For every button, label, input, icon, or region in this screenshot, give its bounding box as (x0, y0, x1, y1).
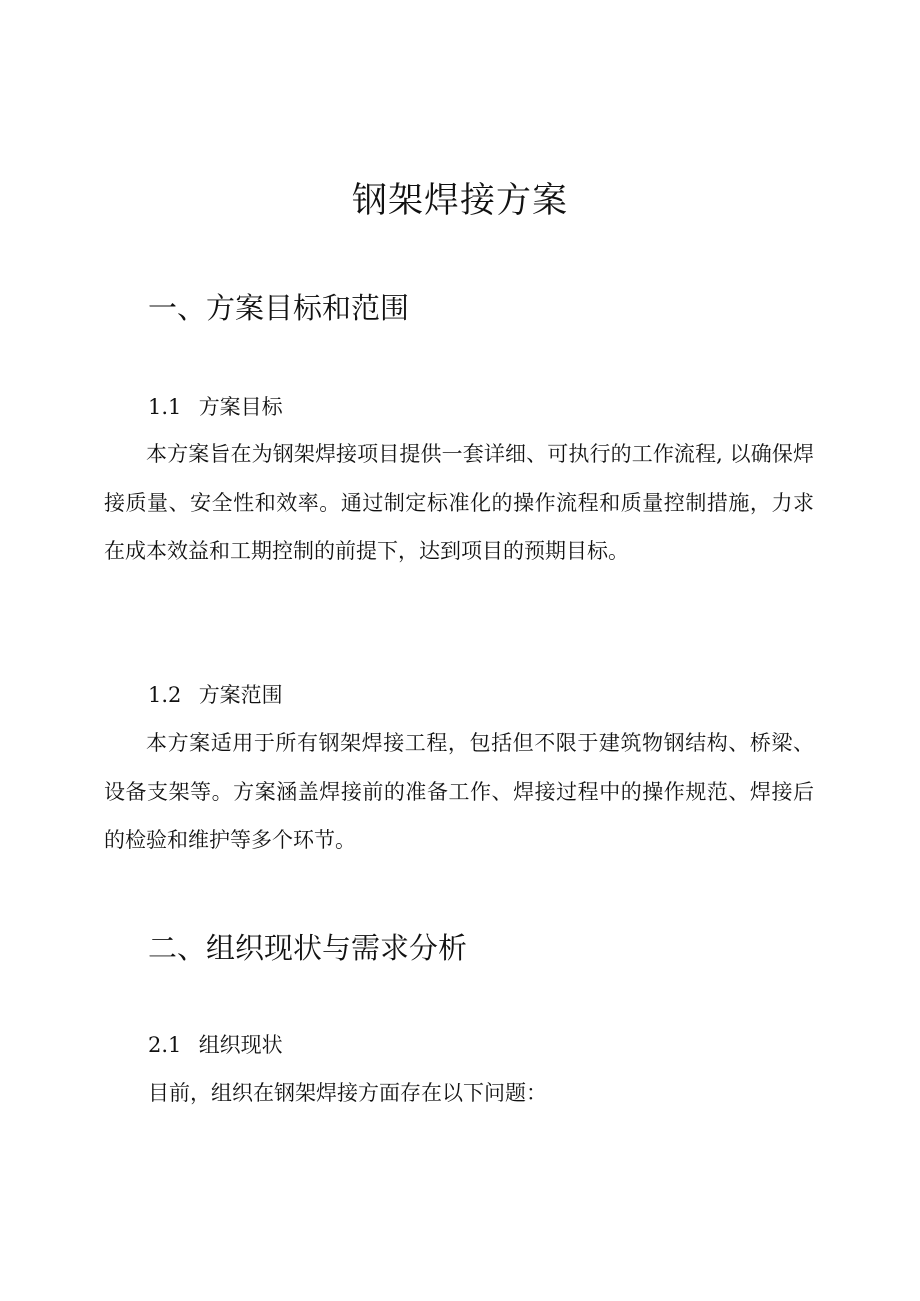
subsection-heading-1-2 (148, 680, 283, 710)
subsection-number: 1.2 (148, 683, 182, 707)
section-heading-1: 一、方案目标和范围 (148, 291, 410, 325)
subsection-number: 1.1 (148, 395, 182, 419)
paragraph-goal: 本方案旨在为钢架焊接项目提供一套详细、可执行的工作流程, 以确保焊接质量、安全性和效率。通过制定标准化的操作流程和质量控制措施，力求在成本效益和工期控制的前提下，达到项目的预期目标。 (104, 442, 814, 563)
paragraph-scope: 本方案适用于所有钢架焊接工程，包括但不限于建筑物钢结构、桥梁、设备支架等。方案涵盖焊接前的准备工作、焊接过程中的操作规范、焊接后的检验和维护等多个环节。 (104, 731, 814, 852)
subsection-heading-1-1 (148, 392, 283, 422)
subsection-title: 组织现状 (198, 1033, 283, 1057)
section-heading-2: 二、组织现状与需求分析 (148, 931, 468, 965)
subsection-heading-2-1 (148, 1030, 283, 1060)
subsection-title: 方案范围 (198, 683, 283, 707)
subsection-title: 方案目标 (198, 395, 283, 419)
document-title: 钢架焊接方案 (351, 181, 568, 221)
subsection-number: 2.1 (148, 1033, 182, 1057)
paragraph-status: 目前，组织在钢架焊接方面存在以下问题： (148, 1081, 547, 1105)
